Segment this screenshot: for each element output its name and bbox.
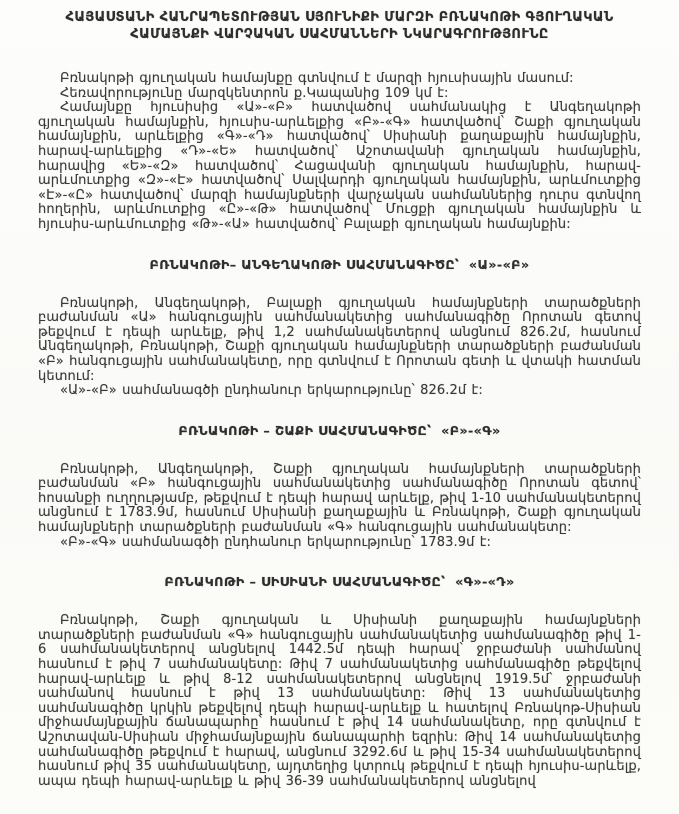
section-body: Բռնակոթի, Անգեղակոթի, Շաքի գյուղական համայնքների տարածքների բաժանման «Բ» հանգուցային սահմանակետից սահմանագիծը Որոտան գետով՝ հոսանքի ուղղությամբ, թեքվում է դեպի հարավ արևելք, թիվ 1-10 սահմանակետերով անցնում է 1783.9մ, հասնում Սիսիանի քաղաքային և Բռնակոթի, Շաքի գյուղական համայնքների տարածքների բաժանման «Գ» հանգուցային սահմանակետը: xyxy=(38,461,641,536)
section-length-line: «Բ»-«Գ» սահմանագծի ընդհանուր երկարությունը՝ 1783.9մ է: xyxy=(60,534,492,550)
section-boundary-a-b xyxy=(38,258,641,399)
section-body: Բռնակոթի, Շաքի գյուղական և Սիսիանի քաղաքային համայնքների տարածքների բաժանման «Գ» հանգուցային սահմանակետից սահմանագիծը թիվ 1-6 սահմանակետերով անցնելով 1442.5մ դեպի հարավ՝ ջրբաժանի սահմանով հասնում է թիվ 7 սահմանակետը: Թիվ 7 սահմանակետից սահմանագիծը թեքվելով հարավ-արևելք և թիվ 8-12 սահմանակետերով անցնելով 1919.5մ՝ ջրբաժանի սահմանով հասնում է թիվ 13 սահմանակետը: Թիվ 13 սահմանակետից սահմանագիծը կրկին թեքվելով դեպի հարավ-արևելք և հատելով Բռնակոթ-Սիսիան միջհամայնքային ճանապարհը՝ հասնում է թիվ 14 սահմանակետը, որը գտնվում է Աշոտավան-Սիսիան միջհամայնքային ճանապարհի եզրին: Թիվ 14 սահմանակետից սահմանագիծը թեքվում է հարավ, անցնում 3292.6մ և թիվ 15-34 սահմանակետերով հասնում թիվ 35 սահմանակետը, այդտեղից կտրուկ թեքվում է դեպի հյուսիս-արևելք, ապա դեպի հարավ-արևելք և թիվ 36-39 սահմանակետերով անցնելով xyxy=(38,613,641,789)
intro-paragraph-3: Համայնքը հյուսիսից «Ա»-«Բ» հատվածով սահմանակից է Անգեղակոթի գյուղական համայնքին, հյուսիս-արևելքից «Բ»-«Գ» հատվածով՝ Շաքի գյուղական համայնքին, արևելքից «Գ»-«Դ» հատվածով՝ Սիսիանի քաղաքային համայնքին, հարավ-արևելքից «Դ»-«Ե» հատվածով՝ Աշոտավանի գյուղական համայնքին, հարավից «Ե»-«Զ» հատվածով՝ Հացավանի գյուղական համայնքին, հարավ-արևմուտքից «Զ»-«Է» հատվածով՝ Սալվարդի գյուղական համայնքին, արևմուտքից «Է»-«Ը» հատվածով՝ մարզի համայնքների վարչական սահմաններից դուրս գտնվող հողերին, արևմուտքից «Ը»-«Թ» հատվածով՝ Մուցքի գյուղական համայնքին և հյուսիս-արևմուտքից «Թ»-«Ա» հատվածով՝ Բալաքի գյուղական համայնքին: xyxy=(38,100,641,232)
intro-paragraph-1: Բռնակոթի գյուղական համայնքը գտնվում է մարզի հյուսիսային մասում: xyxy=(60,71,574,86)
title-line-2: ՀԱՄԱՅՆՔԻ ՎԱՐՉԱԿԱՆ ՍԱՀՄԱՆՆԵՐԻ ՆԿԱՐԱԳՐՈՒԹՅՈՒՆԸ xyxy=(130,27,549,42)
intro-paragraph-2: Հեռավորությունը մարզկենտրոն ք.Կապանից 109 կմ է: xyxy=(60,85,449,101)
section-length-line: «Ա»-«Բ» սահմանագծի ընդհանուր երկարությունը՝ 826.2մ է: xyxy=(60,383,483,399)
section-heading: ԲՌՆԱԿՈԹԻ – ՍԻՍԻԱՆԻ ՍԱՀՄԱՆԱԳԻԾԸ՝ «Գ»-«Դ» xyxy=(164,575,515,591)
section-boundary-b-g xyxy=(38,424,641,551)
title-line-1: ՀԱՅԱՍՏԱՆԻ ՀԱՆՐԱՊԵՏՈՒԹՅԱՆ ՍՅՈՒՆԻՔԻ ՄԱՐԶԻ ԲՌՆԱԿՈԹԻ ԳՅՈՒՂԱԿԱՆ xyxy=(65,10,614,25)
section-heading: ԲՌՆԱԿՈԹԻ – ՇԱՔԻ ՍԱՀՄԱՆԱԳԻԾԸ՝ «Բ»-«Գ» xyxy=(178,423,501,439)
section-boundary-g-d xyxy=(38,575,641,789)
section-body: Բռնակոթի, Անգեղակոթի, Բալաքի գյուղական համայնքների տարածքների բաժանման «Ա» հանգուցային սահմանակետից սահմանագիծը Որոտան գետով թեքվում է դեպի արևելք, թիվ 1,2 սահմանակետերով անցնում 826.2մ, հասնում Անգեղակոթի, Բռնակոթի, Շաքի գյուղական համայնքների տարածքների բաժանման «Բ» հանգուցային սահմանակետը, որը գտնվում է Որոտան գետի և վտակի հատման կետում: xyxy=(38,295,641,384)
intro-block xyxy=(38,72,641,233)
section-heading: ԲՌՆԱԿՈԹԻ– ԱՆԳԵՂԱԿՈԹԻ ՍԱՀՄԱՆԱԳԻԾԸ՝ «Ա»-«Բ» xyxy=(149,257,530,273)
document-title xyxy=(38,9,641,43)
